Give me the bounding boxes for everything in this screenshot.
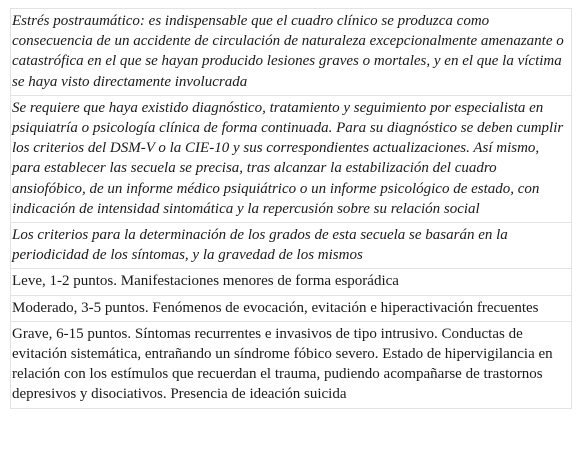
criteria-cell: Los criterios para la determinación de los grados de esta secuela se basarán en la periodicidad de los síntomas, y la gravedad de los mismos	[11, 223, 572, 269]
grade-leve-cell: Leve, 1-2 puntos. Manifestaciones menores de forma esporádica	[11, 269, 572, 295]
table-row	[11, 95, 572, 222]
secuela-table	[10, 8, 572, 409]
grade-moderado-cell: Moderado, 3-5 puntos. Fenómenos de evocación, evitación e hiperactivación frecuentes	[11, 295, 572, 321]
requirements-cell: Se requiere que haya existido diagnóstico, tratamiento y seguimiento por especialista en psiquiatría o psicología clínica de forma continuada. Para su diagnóstico se deben cumplir los criterios del DSM-V o la CIE-10 y sus correspondientes actualizaciones. Así mismo, para establecer las secuela se precisa, tras alcanzar la estabilización del cuadro ansiofóbico, de un informe médico psiquiátrico o un informe psicológico de estado, con indicación de intensidad sintomática y la repercusión sobre su relación social	[11, 95, 572, 222]
table-row	[11, 321, 572, 408]
definition-cell: Estrés postraumático: es indispensable que el cuadro clínico se produzca como consecuencia de un accidente de circulación de naturaleza excepcionalmente amenazante o catastrófica en el que se hayan producido lesiones graves o mortales, y en el que la víctima se haya visto directamente involucrada	[11, 9, 572, 96]
table-row	[11, 223, 572, 269]
table-row	[11, 295, 572, 321]
grade-grave-cell: Grave, 6-15 puntos. Síntomas recurrentes e invasivos de tipo intrusivo. Conductas de evitación sistemática, entrañando un síndrome fóbico severo. Estado de hipervigilancia en relación con los estímulos que recuerdan el trauma, pudiendo acompañarse de trastornos depresivos y disociativos. Presencia de ideación suicida	[11, 321, 572, 408]
table-row	[11, 269, 572, 295]
table-row	[11, 9, 572, 96]
